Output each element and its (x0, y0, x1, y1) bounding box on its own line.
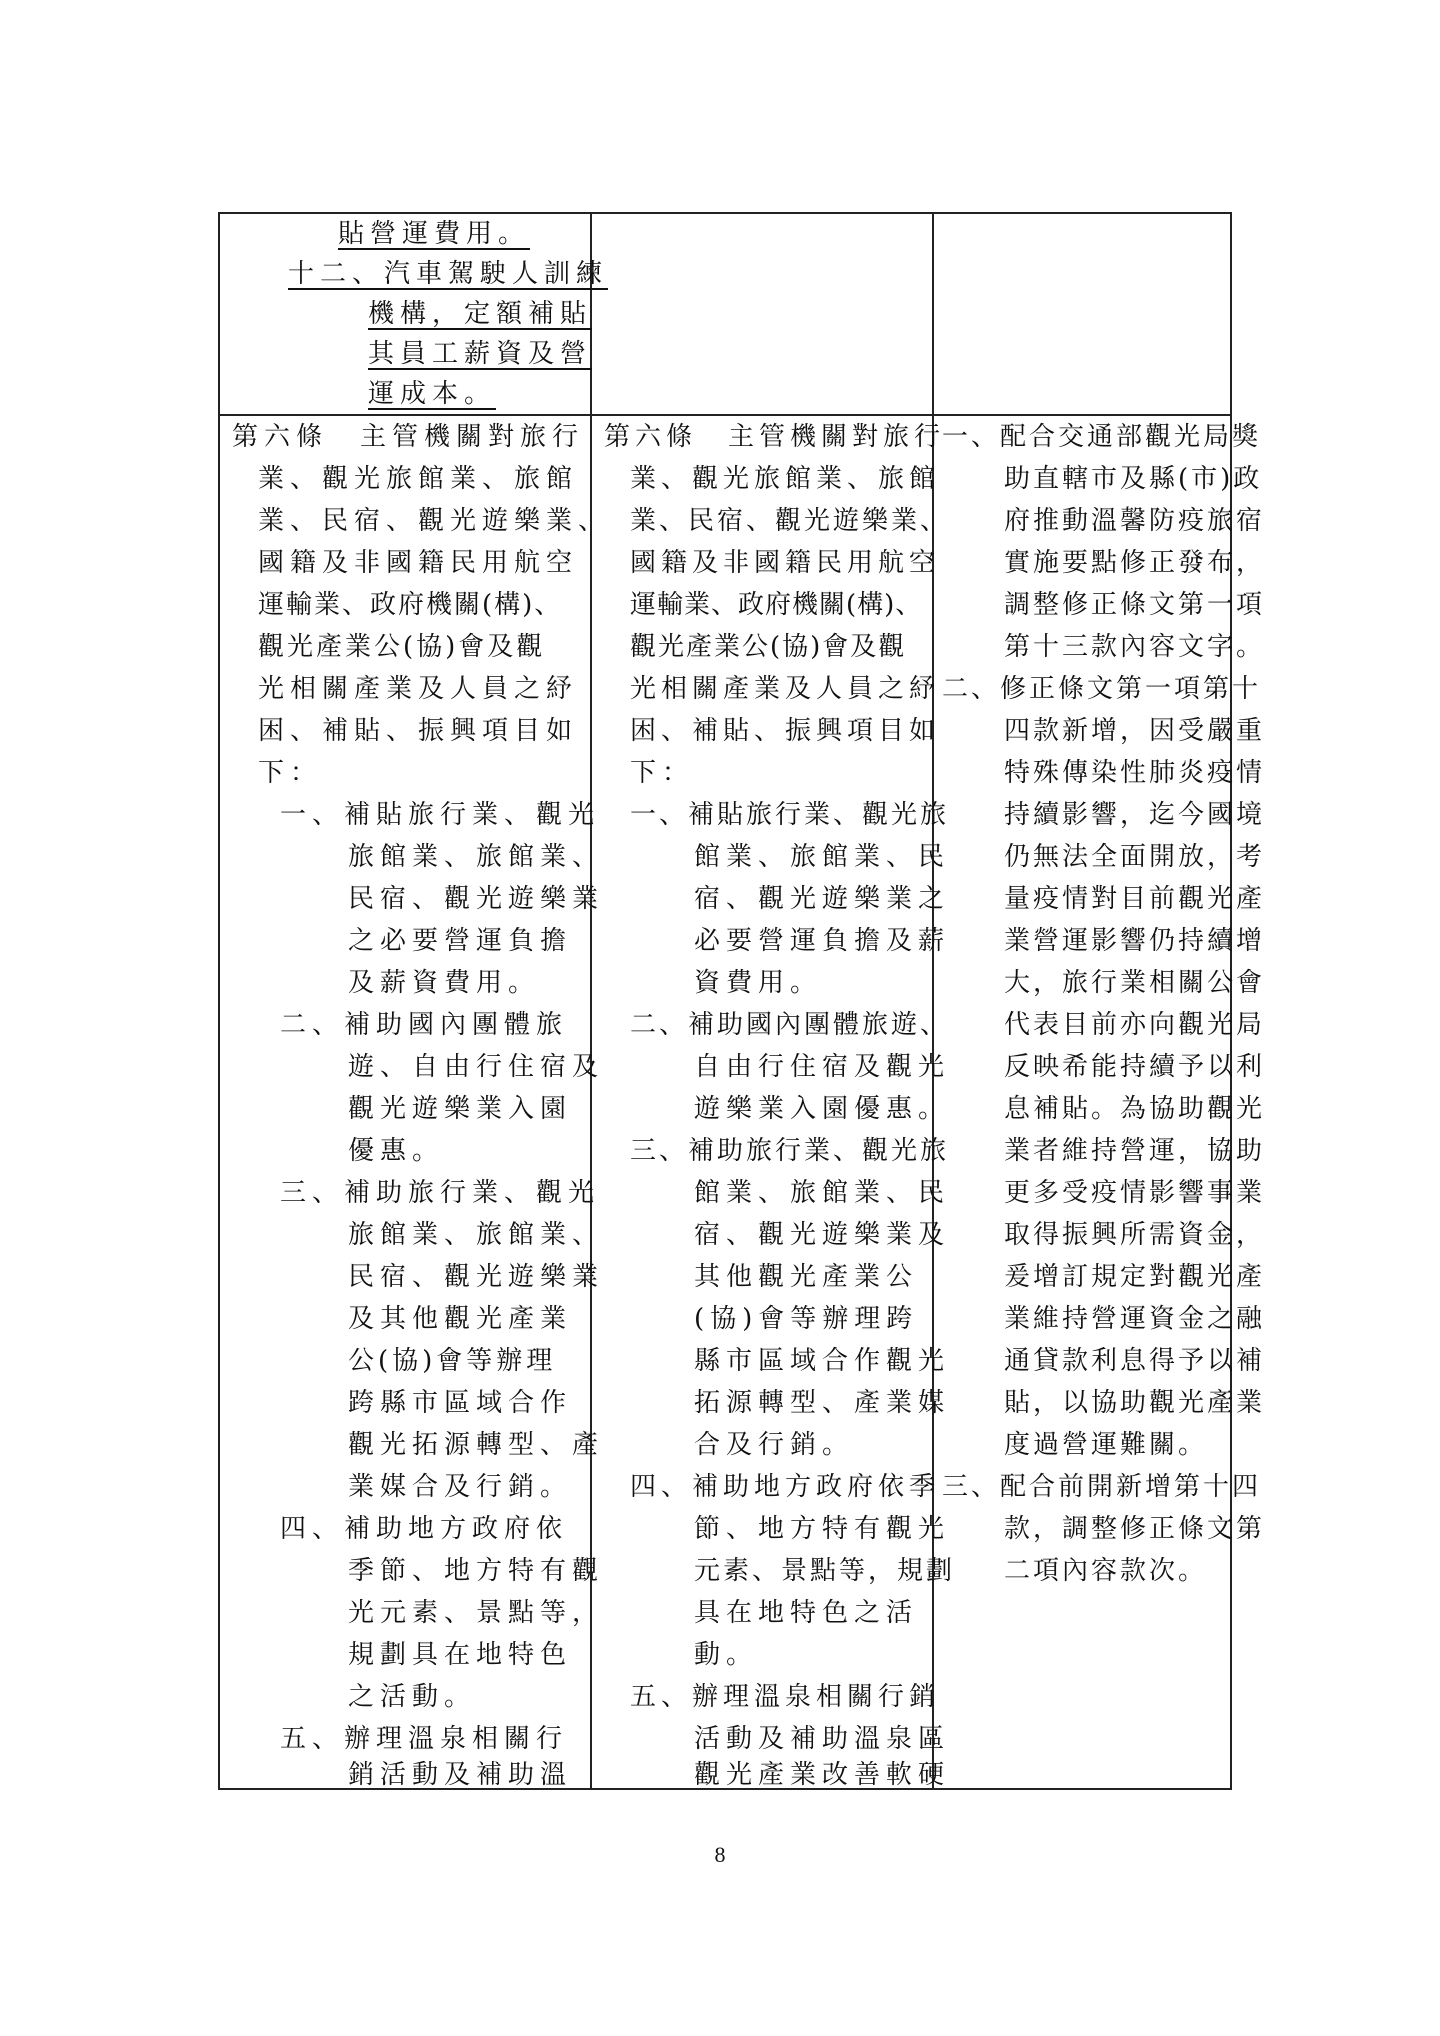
text-line: 光元素、景點等， (348, 1598, 605, 1628)
text-line: 三、補助旅行業、觀光 (280, 1178, 601, 1208)
text-line: 一、補貼旅行業、觀光 (280, 800, 601, 830)
text-line: 五、辦理溫泉相關行銷 (630, 1682, 941, 1712)
text-line: 取得振興所需資金， (1004, 1220, 1266, 1250)
text-line: 光相關產業及人員之紓 (258, 674, 579, 704)
text-line: 下： (258, 758, 323, 788)
text-line: 光相關產業及人員之紓 (630, 674, 941, 704)
comparison-table (218, 212, 1266, 1790)
text-line: 二項內容款次。 (1004, 1556, 1208, 1586)
text-line: 之必要營運負擔 (348, 926, 573, 956)
text-line: 實施要點修正發布， (1004, 548, 1266, 578)
text-line: 縣市區域合作觀光 (694, 1346, 951, 1376)
text-line: 業者維持營運，協助 (1004, 1136, 1266, 1166)
text-line: 觀光拓源轉型、產 (348, 1430, 605, 1460)
text-line: 五、辦理溫泉相關行 (280, 1724, 569, 1754)
text-line: 機構，定額補貼 (368, 299, 593, 329)
explanation-cell (934, 414, 1266, 1790)
text-line: 四款新增，因受嚴重 (1004, 716, 1266, 746)
text-line: 貼營運費用。 (338, 219, 531, 249)
text-line: 一、補貼旅行業、觀光旅 (630, 800, 950, 830)
text-line: 銷活動及補助溫 (348, 1760, 573, 1790)
text-line: 其員工薪資及營 (368, 339, 593, 369)
text-line: 第六條 主管機關對旅行 (232, 422, 585, 452)
text-line: 規劃具在地特色 (348, 1640, 573, 1670)
text-line: 國籍及非國籍民用航空 (630, 548, 941, 578)
text-line: 仍無法全面開放，考 (1004, 842, 1266, 872)
text-line: 業、民宿、觀光遊樂業、 (630, 506, 950, 536)
text-line: 節、地方特有觀光 (694, 1514, 951, 1544)
text-line: 遊樂業入園優惠。 (694, 1094, 951, 1124)
text-line: 業營運影響仍持續增 (1004, 926, 1266, 956)
text-line: 具在地特色之活 (694, 1598, 919, 1628)
amended-article-cell (220, 414, 611, 1790)
text-line: 業、民宿、觀光遊樂業、 (258, 506, 611, 536)
text-line: 觀光產業改善軟硬 (694, 1760, 951, 1790)
text-line: 二、補助國內團體旅遊、 (630, 1010, 950, 1040)
text-line: 困、補貼、振興項目如 (258, 716, 579, 746)
text-line: 款，調整修正條文第 (1004, 1514, 1266, 1544)
text-line: 三、配合前開新增第十四 (942, 1472, 1262, 1502)
text-line: 業、觀光旅館業、旅館 (630, 464, 941, 494)
text-line: 息補貼。為協助觀光 (1004, 1094, 1266, 1124)
text-line: 困、補貼、振興項目如 (630, 716, 941, 746)
current-article-cell (592, 414, 956, 1790)
text-line: 動。 (694, 1640, 759, 1670)
text-line: 民宿、觀光遊樂業 (348, 1262, 605, 1292)
text-line: 民宿、觀光遊樂業 (348, 884, 605, 914)
text-line: 季節、地方特有觀 (348, 1556, 605, 1586)
text-line: 運輸業、政府機關(構)、 (630, 590, 923, 620)
text-line: 觀光產業公(協)會及觀 (258, 632, 546, 662)
text-line: 運成本。 (368, 379, 497, 409)
text-line: 優惠。 (348, 1136, 445, 1166)
text-line: 第十三款內容文字。 (1004, 632, 1266, 662)
text-line: 十二、汽車駕駛人訓練 (288, 259, 609, 289)
text-line: 及其他觀光產業 (348, 1304, 573, 1334)
text-line: 爰增訂規定對觀光產 (1004, 1262, 1266, 1292)
text-line: 四、補助地方政府依 (280, 1514, 569, 1544)
text-line: 合及行銷。 (694, 1430, 855, 1460)
text-line: 其他觀光產業公 (694, 1262, 919, 1292)
text-line: 府推動溫馨防疫旅宿 (1004, 506, 1266, 536)
text-line: 自由行住宿及觀光 (694, 1052, 951, 1082)
text-line: 必要營運負擔及薪 (694, 926, 951, 956)
text-line: 運輸業、政府機關(構)、 (258, 590, 563, 620)
text-line: 遊、自由行住宿及 (348, 1052, 605, 1082)
text-line: 業媒合及行銷。 (348, 1472, 573, 1502)
text-line: 觀光產業公(協)會及觀 (630, 632, 907, 662)
text-line: 通貸款利息得予以補 (1004, 1346, 1266, 1376)
text-line: 國籍及非國籍民用航空 (258, 548, 579, 578)
text-line: 旅館業、旅館業、 (348, 842, 605, 872)
text-line: 大，旅行業相關公會 (1004, 968, 1266, 998)
text-line: 館業、旅館業、民 (694, 842, 951, 872)
text-line: 貼，以協助觀光產業 (1004, 1388, 1266, 1418)
text-line: 度過營運難關。 (1004, 1430, 1208, 1460)
text-line: 宿、觀光遊樂業及 (694, 1220, 951, 1250)
text-line: 三、補助旅行業、觀光旅 (630, 1136, 950, 1166)
text-line: 下： (630, 758, 695, 788)
text-line: 四、補助地方政府依季 (630, 1472, 941, 1502)
text-line: 活動及補助溫泉區 (694, 1724, 951, 1754)
page-number: 8 (714, 1842, 726, 1867)
text-line: 資費用。 (694, 968, 823, 998)
text-line: 公(協)會等辦理 (348, 1346, 557, 1376)
text-line: 業、觀光旅館業、旅館 (258, 464, 579, 494)
text-line: 持續影響，迄今國境 (1004, 800, 1266, 830)
text-line: 助直轄市及縣(市)政 (1004, 464, 1263, 494)
text-line: 旅館業、旅館業、 (348, 1220, 605, 1250)
text-line: 特殊傳染性肺炎疫情 (1004, 758, 1266, 788)
text-line: 宿、觀光遊樂業之 (694, 884, 951, 914)
text-line: 業維持營運資金之融 (1004, 1304, 1266, 1334)
text-line: 第六條 主管機關對旅行 (604, 422, 946, 452)
top-left-cell (220, 214, 609, 414)
text-line: 調整修正條文第一項 (1004, 590, 1266, 620)
text-line: (協)會等辦理跨 (694, 1304, 919, 1334)
text-line: 二、補助國內團體旅 (280, 1010, 569, 1040)
text-line: 量疫情對目前觀光產 (1004, 884, 1266, 914)
text-line: 反映希能持續予以利 (1004, 1052, 1266, 1082)
text-line: 二、修正條文第一項第十 (942, 674, 1262, 704)
text-line: 跨縣市區域合作 (348, 1388, 573, 1418)
text-line: 觀光遊樂業入園 (348, 1094, 573, 1124)
text-line: 館業、旅館業、民 (694, 1178, 951, 1208)
text-line: 元素、景點等，規劃 (694, 1556, 956, 1586)
text-line: 一、配合交通部觀光局獎 (942, 422, 1262, 452)
text-line: 拓源轉型、產業媒 (694, 1388, 951, 1418)
text-line: 及薪資費用。 (348, 968, 541, 998)
text-line: 更多受疫情影響事業 (1004, 1178, 1266, 1208)
text-line: 之活動。 (348, 1682, 477, 1712)
text-line: 代表目前亦向觀光局 (1004, 1010, 1266, 1040)
